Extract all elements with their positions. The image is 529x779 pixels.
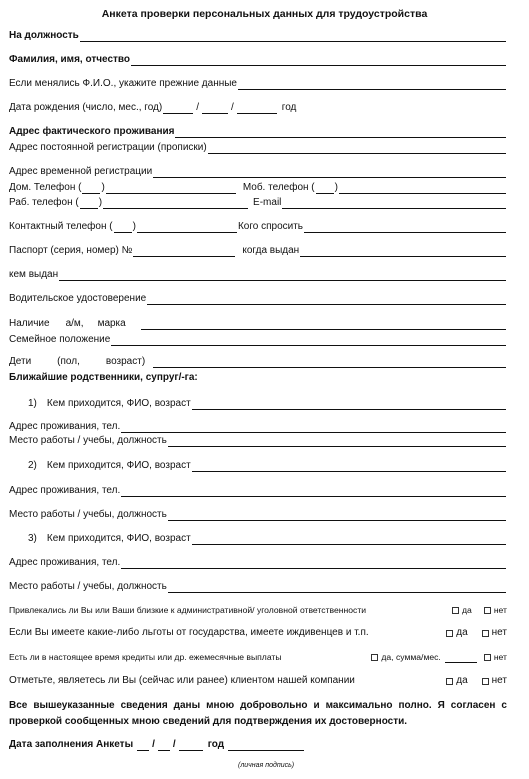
row-contact: [9, 221, 507, 233]
no-label: нет: [491, 675, 507, 686]
consent-text: Все вышеуказанные сведения даны мною добровольно и максимально полно. Я согласен с проверкой сообщенных мною сведений для подтверждения их достоверности.: [9, 700, 507, 727]
mobile-phone-field[interactable]: [339, 184, 506, 194]
children-label: Дети: [9, 356, 32, 367]
paren: ): [101, 182, 105, 193]
row-marital: [9, 334, 507, 346]
relative-who-label: Кем приходится, ФИО, возраст: [46, 398, 191, 409]
credits-yes-label: да, сумма/мес.: [381, 652, 441, 662]
relative-2-who-row: [9, 460, 507, 472]
relative-3-addr-row: [9, 557, 507, 569]
dob-day-field[interactable]: [163, 104, 193, 114]
home-phone-code[interactable]: [82, 184, 100, 194]
liability-label: Привлекались ли Вы или Ваши близкие к административной/ уголовной ответственности: [9, 605, 367, 615]
temp-reg-field[interactable]: [153, 168, 506, 178]
date-fill-label: Дата заполнения Анкеты: [9, 739, 134, 750]
car-have-label: Наличие: [9, 318, 50, 329]
dob-sep: /: [231, 102, 234, 113]
home-phone-field[interactable]: [106, 184, 236, 194]
paren: ): [98, 197, 103, 208]
row-position: [9, 30, 507, 42]
relative-2-work-field[interactable]: [168, 511, 506, 521]
liability-yes-checkbox[interactable]: [452, 607, 459, 614]
position-field[interactable]: [80, 32, 506, 42]
credits-amount-field[interactable]: [445, 653, 477, 663]
row-date-fill: [9, 739, 507, 751]
row-perm-reg: [9, 142, 507, 154]
issued-by-field[interactable]: [59, 271, 506, 281]
full-name-field[interactable]: [131, 56, 506, 66]
signature-field[interactable]: [228, 741, 304, 751]
row-prev-name: [9, 78, 507, 90]
temp-reg-label: Адрес временной регистрации: [9, 166, 153, 177]
work-phone-field[interactable]: [103, 199, 248, 209]
children-field[interactable]: [153, 358, 506, 368]
relative-2-addr-row: [9, 485, 507, 497]
whom-ask-label: Кого спросить: [237, 221, 304, 232]
contact-phone-code[interactable]: [114, 223, 132, 233]
actual-address-label: Адрес фактического проживания: [9, 126, 175, 137]
row-phones: [9, 182, 507, 194]
question-credits: [9, 651, 507, 663]
row-passport: [9, 245, 507, 257]
mobile-phone-code[interactable]: [316, 184, 334, 194]
relatives-heading-text: Ближайшие родственники, супруг/-га:: [9, 372, 198, 383]
email-label: E-mail: [253, 197, 282, 208]
paren: ): [334, 182, 338, 193]
actual-address-field[interactable]: [175, 128, 506, 138]
prev-name-field[interactable]: [238, 80, 506, 90]
contact-phone-field[interactable]: [137, 223, 237, 233]
row-full-name: [9, 54, 507, 66]
mobile-phone-label: Моб. телефон (: [242, 182, 315, 193]
car-field[interactable]: [141, 320, 506, 330]
marital-field[interactable]: [111, 336, 506, 346]
relative-3-addr-field[interactable]: [121, 559, 506, 569]
benefits-label: Если Вы имеете какие-либо льготы от государства, имеете иждивенцев и т.п.: [9, 627, 369, 638]
whom-ask-field[interactable]: [304, 223, 506, 233]
relative-work-label: Место работы / учебы, должность: [9, 435, 167, 446]
car-am-label: а/м,: [65, 318, 84, 329]
benefits-yes-checkbox[interactable]: [446, 630, 453, 637]
row-license: [9, 293, 507, 305]
issued-when-label: когда выдан: [242, 245, 300, 256]
relative-work-label: Место работы / учебы, должность: [9, 509, 167, 520]
license-label: Водительское удостоверение: [9, 293, 147, 304]
relative-1-work-field[interactable]: [168, 437, 506, 447]
date-year-field[interactable]: [179, 741, 203, 751]
credits-label: Есть ли в настоящее время кредиты или др. ежемесячные выплаты: [9, 652, 282, 662]
relative-number: 3): [28, 533, 37, 544]
date-month-field[interactable]: [158, 741, 170, 751]
relative-addr-label: Адрес проживания, тел.: [9, 557, 121, 568]
relative-1-addr-field[interactable]: [121, 423, 506, 433]
client-no-checkbox[interactable]: [482, 678, 489, 685]
no-label: нет: [491, 627, 507, 638]
question-liability: [9, 604, 507, 616]
question-benefits: [9, 627, 507, 639]
liability-no-checkbox[interactable]: [484, 607, 491, 614]
question-client: [9, 675, 507, 687]
full-name-label: Фамилия, имя, отчество: [9, 54, 131, 65]
relative-3-work-row: [9, 581, 507, 593]
yes-label: да: [456, 675, 468, 686]
relative-3-who-row: [9, 533, 507, 545]
yes-label: да: [456, 627, 468, 638]
passport-label: Паспорт (серия, номер) №: [9, 245, 133, 256]
date-sep: /: [152, 739, 155, 750]
issued-by-label: кем выдан: [9, 269, 59, 280]
relative-1-who-field[interactable]: [192, 400, 506, 410]
issued-when-field[interactable]: [300, 247, 506, 257]
dob-year-label: год: [281, 102, 297, 113]
relative-1-who-row: [9, 398, 507, 410]
form-title: Анкета проверки персональных данных для трудоустройства: [101, 8, 428, 20]
date-sep: /: [172, 739, 176, 750]
relatives-heading: [9, 372, 507, 384]
date-year-label: год: [207, 739, 225, 750]
relative-who-label: Кем приходится, ФИО, возраст: [46, 460, 191, 471]
dob-sep: /: [196, 102, 199, 113]
row-work-phone: [9, 197, 507, 209]
benefits-no-checkbox[interactable]: [482, 630, 489, 637]
dob-year-field[interactable]: [237, 104, 277, 114]
relative-3-who-field[interactable]: [192, 535, 506, 545]
marital-label: Семейное положение: [9, 334, 111, 345]
home-phone-label: Дом. Телефон (: [9, 182, 82, 193]
client-label: Отметьте, являетесь ли Вы (сейчас или ранее) клиентом нашей компании: [9, 675, 355, 686]
relative-2-who-field[interactable]: [192, 462, 506, 472]
car-brand-label: марка: [97, 318, 126, 329]
row-issued-by: [9, 269, 507, 281]
work-phone-label: Раб. телефон (: [9, 197, 79, 208]
paren: ): [132, 221, 136, 232]
relative-who-label: Кем приходится, ФИО, возраст: [46, 533, 191, 544]
relative-1-work-row: [9, 435, 507, 447]
row-children: [9, 356, 507, 368]
contact-phone-label: Контактный телефон (: [9, 221, 113, 232]
row-actual-address: [9, 126, 507, 138]
relative-addr-label: Адрес проживания, тел.: [9, 485, 121, 496]
prev-name-label: Если менялись Ф.И.О., укажите прежние данные: [9, 78, 237, 89]
license-field[interactable]: [147, 295, 506, 305]
credits-yes-checkbox[interactable]: [371, 654, 378, 661]
position-label: На должность: [9, 30, 79, 41]
dob-month-field[interactable]: [202, 104, 228, 114]
perm-reg-field[interactable]: [208, 144, 506, 154]
date-day-field[interactable]: [137, 741, 149, 751]
relative-number: 1): [28, 398, 37, 409]
relative-addr-label: Адрес проживания, тел.: [9, 421, 121, 432]
row-dob: [9, 102, 507, 114]
passport-number-field[interactable]: [133, 247, 235, 257]
dob-label: Дата рождения (число, мес., год): [9, 102, 163, 113]
client-yes-checkbox[interactable]: [446, 678, 453, 685]
relative-work-label: Место работы / учебы, должность: [9, 581, 167, 592]
work-phone-code[interactable]: [80, 199, 98, 209]
perm-reg-label: Адрес постоянной регистрации (прописки): [9, 142, 207, 153]
credits-no-checkbox[interactable]: [484, 654, 491, 661]
relative-2-work-row: [9, 509, 507, 521]
row-car: [9, 318, 507, 330]
signature-caption: (личная подпись): [238, 762, 295, 769]
row-temp-reg: [9, 166, 507, 178]
relative-1-addr-row: [9, 421, 507, 433]
no-label: нет: [493, 652, 507, 662]
yes-label: да: [462, 605, 472, 615]
relative-3-work-field[interactable]: [168, 583, 506, 593]
email-field[interactable]: [282, 199, 506, 209]
relative-2-addr-field[interactable]: [121, 487, 506, 497]
relative-number: 2): [28, 460, 37, 471]
children-sex-label: (пол,: [57, 356, 80, 367]
children-age-label: возраст): [105, 356, 146, 367]
no-label: нет: [493, 605, 507, 615]
